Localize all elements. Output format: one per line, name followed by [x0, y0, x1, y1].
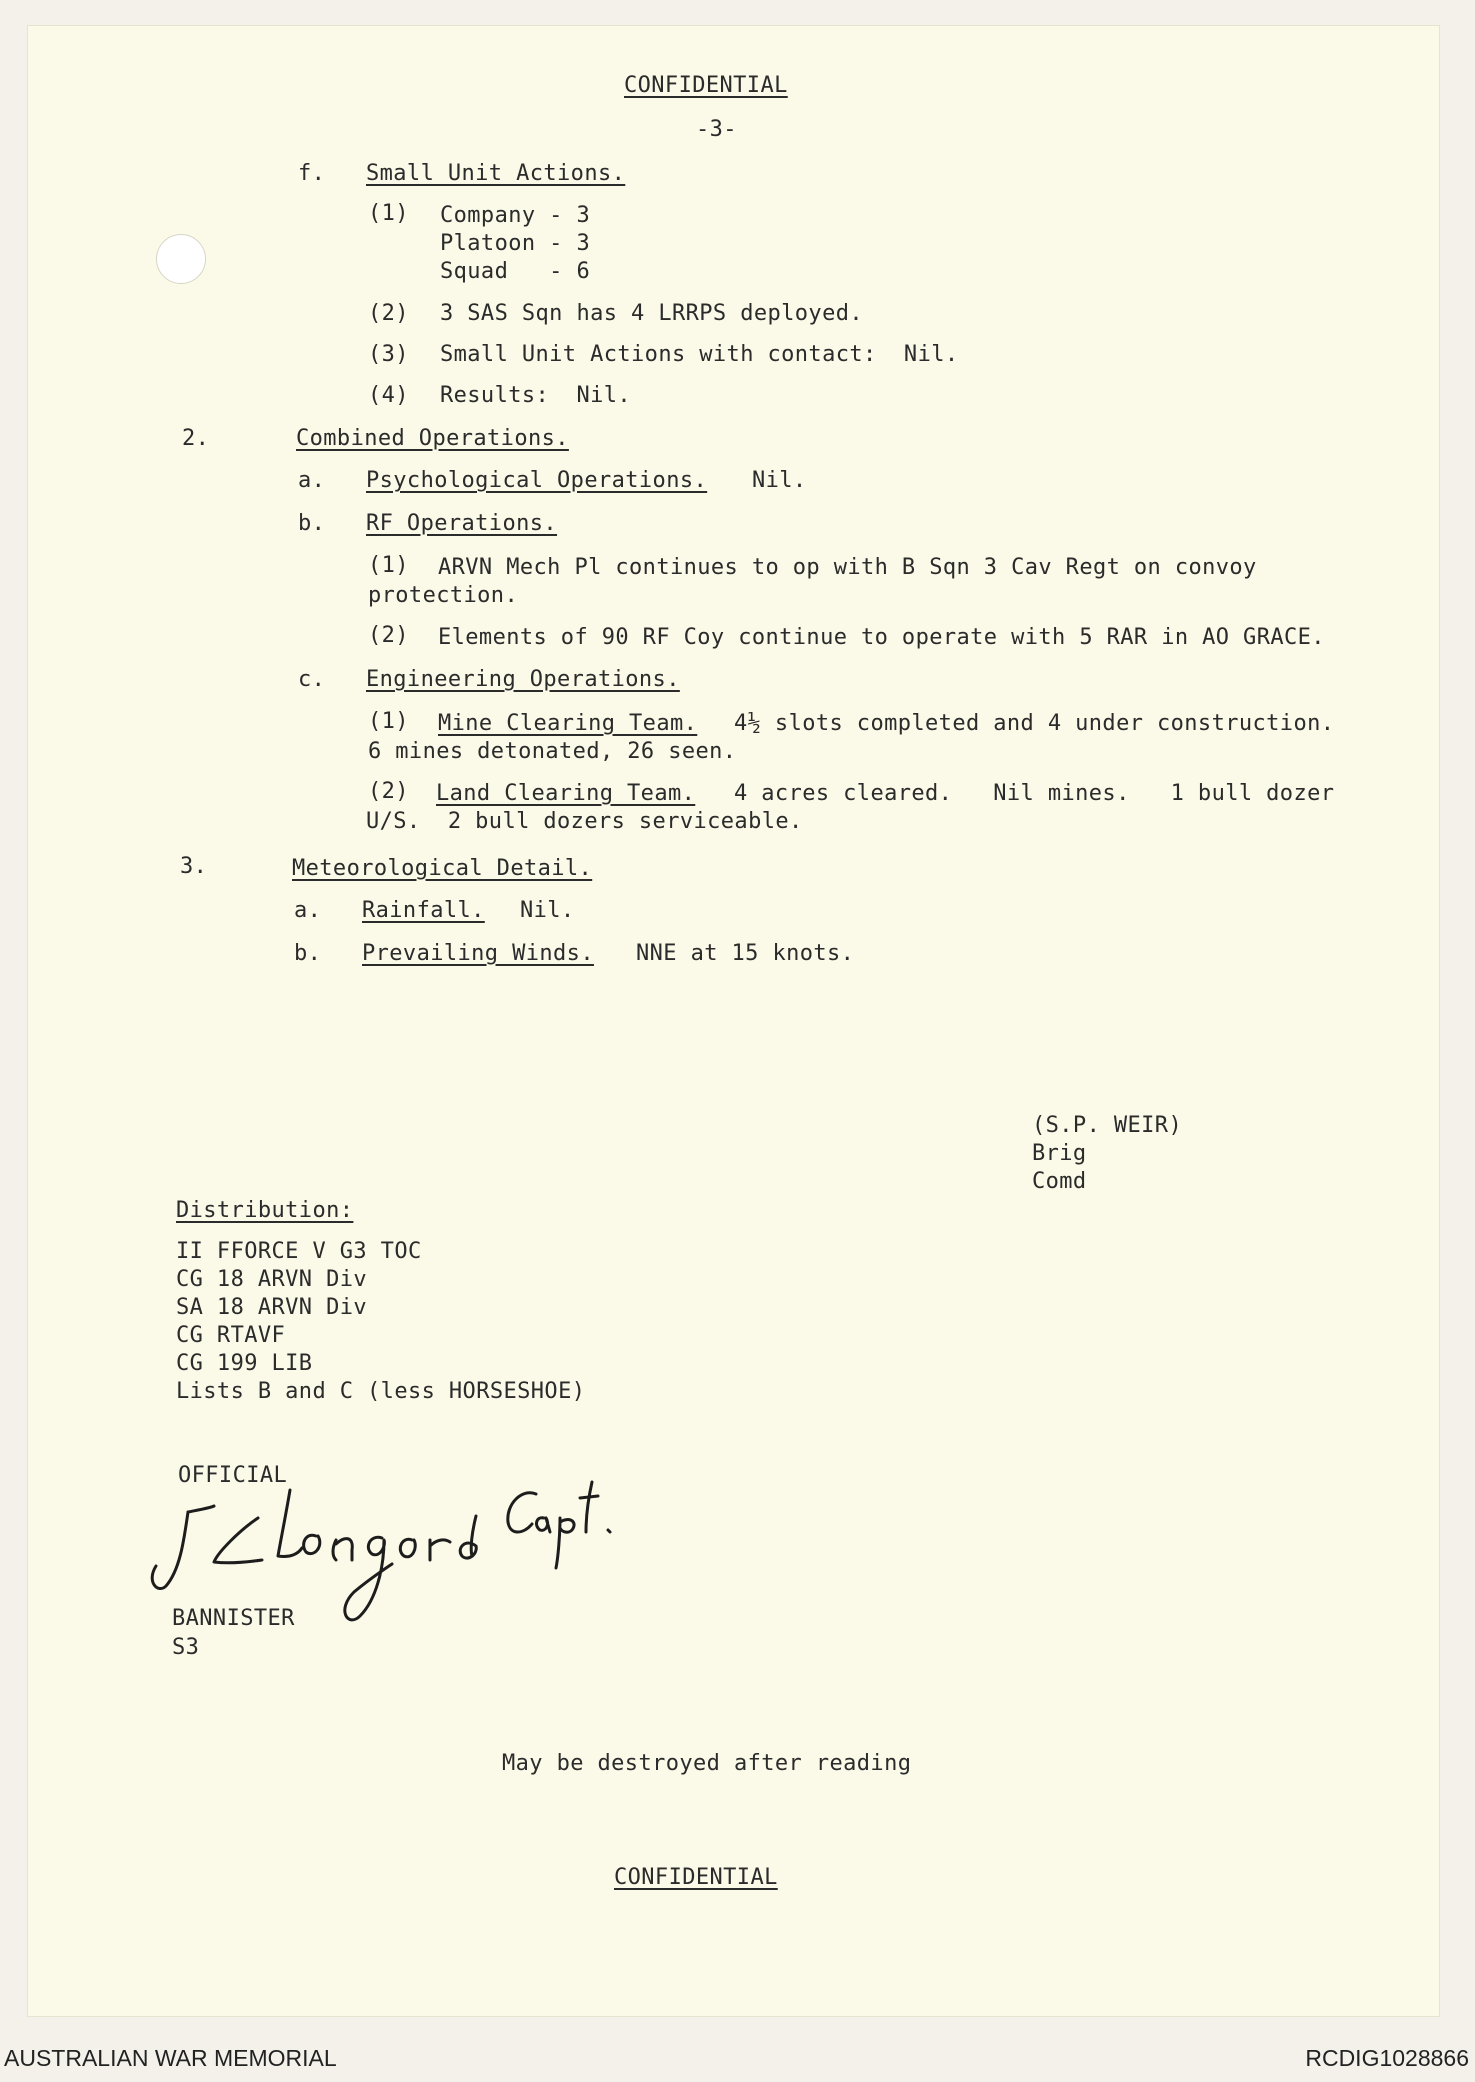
- section-f-title: Small Unit Actions.: [366, 161, 626, 186]
- signatory-rank: Brig: [1032, 1141, 1087, 1166]
- official-appointment: S3: [172, 1635, 200, 1660]
- item-title: Land Clearing Team.: [436, 781, 696, 806]
- subsection-letter: a.: [294, 898, 322, 923]
- section-3-title: Meteorological Detail.: [292, 856, 593, 881]
- distribution-line: II FFORCE V G3 TOC: [176, 1239, 422, 1264]
- subsection-letter: a.: [298, 468, 326, 493]
- distribution-line: SA 18 ARVN Div: [176, 1295, 368, 1320]
- distribution-line: Lists B and C (less HORSESHOE): [176, 1379, 586, 1404]
- punch-hole: [156, 234, 206, 284]
- item-number: (4): [368, 383, 409, 408]
- item-text: ARVN Mech Pl continues to op with B Sqn 3 Cav Regt on convoy: [438, 555, 1257, 580]
- distribution-title: Distribution:: [176, 1198, 354, 1223]
- item-text: Results: Nil.: [440, 383, 632, 408]
- archive-caption-right: RCDIG1028866: [1305, 2045, 1469, 2071]
- subsection-letter: c.: [298, 667, 326, 692]
- unit-count-line: Platoon - 3: [440, 231, 591, 256]
- archive-caption-left: AUSTRALIAN WAR MEMORIAL: [4, 2045, 337, 2071]
- item-text: 4½ slots completed and 4 under construction.: [734, 711, 1335, 736]
- subsection-text: Nil.: [752, 468, 807, 493]
- item-text: Elements of 90 RF Coy continue to operate with 5 RAR in AO GRACE.: [438, 625, 1325, 650]
- item-number: (2): [368, 623, 409, 648]
- section-2-title: Combined Operations.: [296, 426, 569, 451]
- subsection-text: NNE at 15 knots.: [636, 941, 855, 966]
- section-3-number: 3.: [180, 854, 208, 879]
- subsection-letter: b.: [298, 511, 326, 536]
- subsection-title: Psychological Operations.: [366, 468, 708, 493]
- item-number: (1): [368, 201, 409, 226]
- page-number: -3-: [696, 117, 737, 142]
- subsection-text: Nil.: [520, 898, 575, 923]
- subsection-title: Prevailing Winds.: [362, 941, 594, 966]
- distribution-line: CG 18 ARVN Div: [176, 1267, 368, 1292]
- item-text-continued: protection.: [368, 583, 519, 608]
- item-number: (3): [368, 342, 409, 367]
- unit-count-line: Squad - 6: [440, 259, 591, 284]
- footer-classification: CONFIDENTIAL: [614, 1865, 778, 1890]
- item-text: 3 SAS Sqn has 4 LRRPS deployed.: [440, 301, 863, 326]
- item-text: Small Unit Actions with contact: Nil.: [440, 342, 959, 367]
- signatory-name: (S.P. WEIR): [1032, 1113, 1183, 1138]
- handling-note: May be destroyed after reading: [502, 1751, 912, 1776]
- subsection-title: Rainfall.: [362, 898, 485, 923]
- section-2-number: 2.: [182, 426, 210, 451]
- official-label: OFFICIAL: [178, 1463, 288, 1488]
- signatory-appointment: Comd: [1032, 1169, 1087, 1194]
- unit-count-line: Company - 3: [440, 203, 591, 228]
- section-f-letter: f.: [298, 161, 326, 186]
- item-number: (1): [368, 553, 409, 578]
- distribution-line: CG RTAVF: [176, 1323, 286, 1348]
- subsection-title: RF Operations.: [366, 511, 558, 536]
- official-name: BANNISTER: [172, 1606, 295, 1631]
- item-text-continued: U/S. 2 bull dozers serviceable.: [366, 809, 803, 834]
- subsection-title: Engineering Operations.: [366, 667, 680, 692]
- header-classification: CONFIDENTIAL: [624, 73, 788, 98]
- item-number: (2): [368, 301, 409, 326]
- distribution-line: CG 199 LIB: [176, 1351, 313, 1376]
- subsection-letter: b.: [294, 941, 322, 966]
- item-number: (2): [368, 779, 409, 804]
- item-text: 4 acres cleared. Nil mines. 1 bull dozer: [734, 781, 1335, 806]
- item-number: (1): [368, 709, 409, 734]
- item-text-continued: 6 mines detonated, 26 seen.: [368, 739, 737, 764]
- item-title: Mine Clearing Team.: [438, 711, 698, 736]
